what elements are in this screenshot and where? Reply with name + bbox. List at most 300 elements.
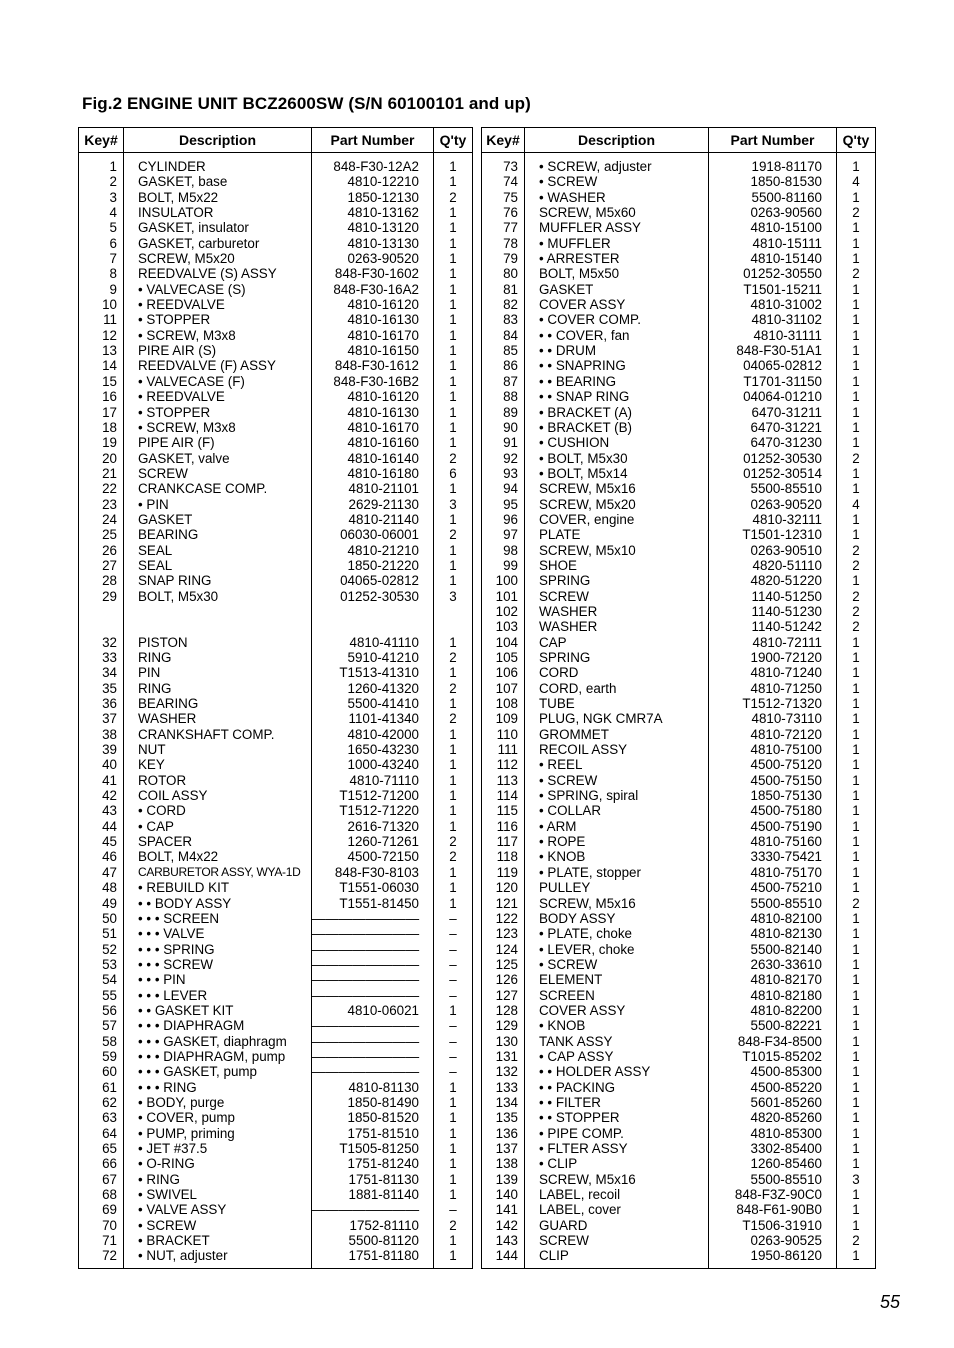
key-cell: 113 <box>482 773 525 788</box>
description-cell: • BRACKET (A) <box>525 405 709 420</box>
key-cell: 119 <box>482 865 525 880</box>
key-cell: 92 <box>482 451 525 466</box>
table-row <box>482 573 876 588</box>
part-number-cell: ———————— <box>312 1034 434 1049</box>
description-cell: • • GASKET KIT <box>124 1003 312 1018</box>
table-row <box>79 1248 473 1268</box>
table-row <box>482 650 876 665</box>
description-cell <box>124 619 312 634</box>
quantity-cell: 1 <box>434 880 473 895</box>
table-row <box>482 803 876 818</box>
key-cell: 72 <box>79 1248 124 1268</box>
quantity-cell: 1 <box>837 374 876 389</box>
quantity-cell: 1 <box>837 1248 876 1268</box>
description-cell: ROTOR <box>124 773 312 788</box>
description-cell: • • • GASKET, pump <box>124 1064 312 1079</box>
quantity-cell: 1 <box>434 1233 473 1248</box>
quantity-cell: 3 <box>434 497 473 512</box>
quantity-cell: 1 <box>837 988 876 1003</box>
description-cell: SPRING <box>525 573 709 588</box>
table-row <box>482 942 876 957</box>
table-row <box>79 543 473 558</box>
description-cell: WASHER <box>525 604 709 619</box>
part-number-cell: 4810-16160 <box>312 435 434 450</box>
description-cell: • SCREW <box>525 174 709 189</box>
description-cell: • REEDVALVE <box>124 389 312 404</box>
key-cell: 85 <box>482 343 525 358</box>
description-cell: • NUT, adjuster <box>124 1248 312 1268</box>
key-cell: 88 <box>482 389 525 404</box>
quantity-cell: 1 <box>837 926 876 941</box>
part-number-cell: 1918-81170 <box>709 153 837 175</box>
table-row <box>79 819 473 834</box>
part-number-cell: 4810-13162 <box>312 205 434 220</box>
key-cell: 19 <box>79 435 124 450</box>
table-row <box>79 297 473 312</box>
quantity-cell: 2 <box>434 681 473 696</box>
table-row <box>482 1095 876 1110</box>
part-number-cell: 848-F30-1602 <box>312 266 434 281</box>
key-cell: 89 <box>482 405 525 420</box>
part-number-cell: 0263-90520 <box>709 497 837 512</box>
quantity-cell: 1 <box>837 819 876 834</box>
table-row <box>482 727 876 742</box>
key-cell: 5 <box>79 220 124 235</box>
table-row <box>482 481 876 496</box>
part-number-cell: 6470-31211 <box>709 405 837 420</box>
key-cell: 56 <box>79 1003 124 1018</box>
quantity-cell: 2 <box>434 650 473 665</box>
part-number-cell: 4810-75160 <box>709 834 837 849</box>
description-cell: BODY ASSY <box>525 911 709 926</box>
part-number-cell: ———————— <box>312 1049 434 1064</box>
part-number-cell: 1140-51230 <box>709 604 837 619</box>
quantity-cell: 1 <box>837 696 876 711</box>
description-cell: • JET #37.5 <box>124 1141 312 1156</box>
key-cell: 74 <box>482 174 525 189</box>
table-row <box>79 834 473 849</box>
description-cell: • SCREW, adjuster <box>525 153 709 175</box>
part-number-cell: 01252-30530 <box>312 589 434 604</box>
description-cell: • • BODY ASSY <box>124 896 312 911</box>
part-number-cell: T1701-31150 <box>709 374 837 389</box>
quantity-cell: 2 <box>837 205 876 220</box>
part-number-cell: 1260-71261 <box>312 834 434 849</box>
key-cell: 129 <box>482 1018 525 1033</box>
table-row <box>482 865 876 880</box>
key-cell: 45 <box>79 834 124 849</box>
quantity-cell: 2 <box>837 589 876 604</box>
part-number-cell: 848-F61-90B0 <box>709 1202 837 1217</box>
part-number-cell: 5500-81120 <box>312 1233 434 1248</box>
description-cell: SCREEN <box>525 988 709 1003</box>
description-cell: PIPE AIR (F) <box>124 435 312 450</box>
description-cell: • COVER COMP. <box>525 312 709 327</box>
description-cell: CRANKSHAFT COMP. <box>124 727 312 742</box>
table-row <box>79 420 473 435</box>
table-row <box>482 174 876 189</box>
table-row <box>79 1110 473 1125</box>
description-cell: • • • LEVER <box>124 988 312 1003</box>
table-row <box>482 1141 876 1156</box>
description-cell: • BOLT, M5x14 <box>525 466 709 481</box>
part-number-cell: 3302-85400 <box>709 1141 837 1156</box>
part-number-cell: 1850-81530 <box>709 174 837 189</box>
description-cell: MUFFLER ASSY <box>525 220 709 235</box>
key-cell: 121 <box>482 896 525 911</box>
description-cell: • ARM <box>525 819 709 834</box>
part-number-cell: 5500-81160 <box>709 190 837 205</box>
description-cell: TUBE <box>525 696 709 711</box>
quantity-cell: 1 <box>837 190 876 205</box>
quantity-cell: 1 <box>837 849 876 864</box>
key-cell: 78 <box>482 236 525 251</box>
part-number-cell: 1000-43240 <box>312 757 434 772</box>
key-cell: 7 <box>79 251 124 266</box>
description-cell: • STOPPER <box>124 405 312 420</box>
table-row <box>79 190 473 205</box>
part-number-cell: 4500-75150 <box>709 773 837 788</box>
part-number-cell: 4810-21210 <box>312 543 434 558</box>
key-cell: 87 <box>482 374 525 389</box>
key-cell: 124 <box>482 942 525 957</box>
table-header-row <box>79 128 473 153</box>
part-number-cell: 4810-75170 <box>709 865 837 880</box>
description-cell: • SPRING, spiral <box>525 788 709 803</box>
description-cell: • • DRUM <box>525 343 709 358</box>
quantity-cell: 1 <box>434 312 473 327</box>
description-cell: GROMMET <box>525 727 709 742</box>
table-row <box>482 742 876 757</box>
table-row <box>482 972 876 987</box>
part-number-cell: 4810-13120 <box>312 220 434 235</box>
description-cell: • • • GASKET, diaphragm <box>124 1034 312 1049</box>
table-row <box>79 343 473 358</box>
part-number-cell: 01252-30514 <box>709 466 837 481</box>
key-cell: 52 <box>79 942 124 957</box>
quantity-cell: 2 <box>434 190 473 205</box>
key-cell: 102 <box>482 604 525 619</box>
quantity-cell: – <box>434 911 473 926</box>
key-cell: 13 <box>79 343 124 358</box>
key-cell: 134 <box>482 1095 525 1110</box>
key-cell: 68 <box>79 1187 124 1202</box>
key-cell: 20 <box>79 451 124 466</box>
part-number-cell: 4810-15111 <box>709 236 837 251</box>
description-cell: • • STOPPER <box>525 1110 709 1125</box>
part-number-cell: 1881-81140 <box>312 1187 434 1202</box>
key-cell: 128 <box>482 1003 525 1018</box>
key-cell: 39 <box>79 742 124 757</box>
key-cell: 71 <box>79 1233 124 1248</box>
table-row <box>482 512 876 527</box>
part-number-cell: 848-F30-12A2 <box>312 153 434 175</box>
table-row <box>79 573 473 588</box>
table-row <box>79 312 473 327</box>
part-number-cell: 1850-21220 <box>312 558 434 573</box>
part-number-cell: 4810-31002 <box>709 297 837 312</box>
key-cell: 43 <box>79 803 124 818</box>
table-row <box>482 1049 876 1064</box>
part-number-cell: ———————— <box>312 1018 434 1033</box>
quantity-cell: 2 <box>837 619 876 634</box>
table-row <box>79 742 473 757</box>
part-number-cell: 4810-16170 <box>312 328 434 343</box>
description-cell: CRANKCASE COMP. <box>124 481 312 496</box>
quantity-cell: 1 <box>837 880 876 895</box>
quantity-cell: – <box>434 1018 473 1033</box>
part-number-cell: 01252-30530 <box>709 451 837 466</box>
description-cell: COIL ASSY <box>124 788 312 803</box>
table-row <box>482 405 876 420</box>
table-row <box>482 665 876 680</box>
description-cell: • FLTER ASSY <box>525 1141 709 1156</box>
table-row <box>79 849 473 864</box>
quantity-cell: 1 <box>837 1110 876 1125</box>
quantity-cell: 2 <box>837 1233 876 1248</box>
table-row <box>79 650 473 665</box>
quantity-cell: 1 <box>837 1003 876 1018</box>
key-cell: 67 <box>79 1172 124 1187</box>
description-cell: BEARING <box>124 527 312 542</box>
quantity-cell: 1 <box>434 512 473 527</box>
part-number-cell: 4810-82100 <box>709 911 837 926</box>
table-row <box>79 497 473 512</box>
description-cell: • SCREW <box>124 1218 312 1233</box>
part-number-cell: 4500-75190 <box>709 819 837 834</box>
key-cell: 77 <box>482 220 525 235</box>
part-number-cell: T1506-31910 <box>709 1218 837 1233</box>
description-cell: • PUMP, priming <box>124 1126 312 1141</box>
description-cell: • VALVECASE (F) <box>124 374 312 389</box>
description-cell <box>124 604 312 619</box>
part-number-cell: 4810-72120 <box>709 727 837 742</box>
quantity-cell: 1 <box>837 788 876 803</box>
description-cell: CYLINDER <box>124 153 312 175</box>
description-cell: • KNOB <box>525 1018 709 1033</box>
table-row <box>79 358 473 373</box>
key-cell: 11 <box>79 312 124 327</box>
description-cell: GASKET, valve <box>124 451 312 466</box>
description-column-header: Description <box>525 128 709 153</box>
key-cell: 48 <box>79 880 124 895</box>
description-cell: • VALVECASE (S) <box>124 282 312 297</box>
table-row <box>79 481 473 496</box>
description-cell: • REEDVALVE <box>124 297 312 312</box>
quantity-cell: 1 <box>434 420 473 435</box>
key-cell: 4 <box>79 205 124 220</box>
part-number-cell: 4820-85260 <box>709 1110 837 1125</box>
part-number-cell: 848-F30-16B2 <box>312 374 434 389</box>
quantity-cell: 1 <box>434 865 473 880</box>
description-cell: • COLLAR <box>525 803 709 818</box>
quantity-cell: 1 <box>837 957 876 972</box>
quantity-cell: 1 <box>434 205 473 220</box>
table-row <box>482 389 876 404</box>
description-cell: PLATE <box>525 527 709 542</box>
quantity-cell: 1 <box>434 153 473 175</box>
description-cell: GASKET <box>124 512 312 527</box>
part-number-cell: 848-F3Z-90C0 <box>709 1187 837 1202</box>
table-row <box>482 911 876 926</box>
table-row <box>79 236 473 251</box>
key-cell: 22 <box>79 481 124 496</box>
description-cell: • LEVER, choke <box>525 942 709 957</box>
quantity-cell: 1 <box>434 374 473 389</box>
table-row <box>79 1218 473 1233</box>
key-column-header: Key# <box>482 128 525 153</box>
quantity-cell: – <box>434 1064 473 1079</box>
table-row <box>482 312 876 327</box>
table-row <box>482 896 876 911</box>
key-cell: 51 <box>79 926 124 941</box>
key-cell: 10 <box>79 297 124 312</box>
key-cell: 14 <box>79 358 124 373</box>
key-cell: 15 <box>79 374 124 389</box>
description-cell: • BRACKET <box>124 1233 312 1248</box>
part-number-cell: ———————— <box>312 911 434 926</box>
quantity-cell: 1 <box>434 1248 473 1268</box>
key-cell: 117 <box>482 834 525 849</box>
part-number-cell: T1513-41310 <box>312 665 434 680</box>
description-cell: • SWIVEL <box>124 1187 312 1202</box>
quantity-cell: 1 <box>837 1202 876 1217</box>
part-number-cell: ———————— <box>312 1064 434 1079</box>
key-cell: 3 <box>79 190 124 205</box>
key-cell: 104 <box>482 635 525 650</box>
key-cell: 105 <box>482 650 525 665</box>
table-row <box>482 788 876 803</box>
part-number-cell: 0263-90510 <box>709 543 837 558</box>
description-cell: • PLATE, stopper <box>525 865 709 880</box>
part-number-cell: 5500-82140 <box>709 942 837 957</box>
part-number-cell: 2616-71320 <box>312 819 434 834</box>
quantity-cell: 4 <box>837 174 876 189</box>
table-row <box>482 1110 876 1125</box>
part-number-cell: 848-F30-16A2 <box>312 282 434 297</box>
description-cell: • REBUILD KIT <box>124 880 312 895</box>
description-cell: LABEL, cover <box>525 1202 709 1217</box>
part-number-cell: 1850-12130 <box>312 190 434 205</box>
key-cell: 112 <box>482 757 525 772</box>
table-row <box>482 604 876 619</box>
table-row <box>79 512 473 527</box>
table-row <box>79 911 473 926</box>
quantity-cell: 1 <box>434 727 473 742</box>
table-row <box>482 1080 876 1095</box>
key-cell: 24 <box>79 512 124 527</box>
key-cell: 57 <box>79 1018 124 1033</box>
table-row <box>482 1156 876 1171</box>
part-number-cell: 6470-31230 <box>709 435 837 450</box>
key-column-header: Key# <box>79 128 124 153</box>
part-number-cell: 4810-15140 <box>709 251 837 266</box>
quantity-cell: 1 <box>837 282 876 297</box>
quantity-cell: 1 <box>434 788 473 803</box>
description-cell: • SCREW, M3x8 <box>124 420 312 435</box>
table-row <box>79 681 473 696</box>
quantity-cell: 2 <box>837 604 876 619</box>
part-number-cell: 5601-85260 <box>709 1095 837 1110</box>
table-row <box>79 635 473 650</box>
part-number-cell: T1501-12310 <box>709 527 837 542</box>
quantity-cell: 1 <box>837 942 876 957</box>
key-cell: 86 <box>482 358 525 373</box>
part-number-cell: 4810-81130 <box>312 1080 434 1095</box>
part-number-cell: ———————— <box>312 988 434 1003</box>
description-cell: • STOPPER <box>124 312 312 327</box>
quantity-cell: 1 <box>434 635 473 650</box>
quantity-cell: 2 <box>837 266 876 281</box>
quantity-cell: 2 <box>434 834 473 849</box>
description-cell: CAP <box>525 635 709 650</box>
description-cell: ELEMENT <box>525 972 709 987</box>
quantity-cell: 1 <box>434 773 473 788</box>
part-number-cell: 4810-71240 <box>709 665 837 680</box>
key-cell: 76 <box>482 205 525 220</box>
description-cell: • • PACKING <box>525 1080 709 1095</box>
table-row <box>482 328 876 343</box>
key-cell: 46 <box>79 849 124 864</box>
quantity-cell: 6 <box>434 466 473 481</box>
part-number-cell: ———————— <box>312 957 434 972</box>
description-cell: • • • VALVE <box>124 926 312 941</box>
quantity-cell: 2 <box>837 896 876 911</box>
part-number-cell: 01252-30550 <box>709 266 837 281</box>
description-cell: COVER, engine <box>525 512 709 527</box>
table-row <box>482 420 876 435</box>
table-row <box>482 988 876 1003</box>
page-number: 55 <box>880 1292 901 1312</box>
quantity-cell: 1 <box>837 527 876 542</box>
table-row <box>79 1064 473 1079</box>
quantity-cell: 1 <box>434 328 473 343</box>
part-number-cell: 1752-81110 <box>312 1218 434 1233</box>
quantity-cell: 1 <box>434 665 473 680</box>
quantity-cell: 1 <box>434 174 473 189</box>
description-cell: • PIPE COMP. <box>525 1126 709 1141</box>
table-row <box>482 619 876 634</box>
parts-table-left <box>78 127 473 1269</box>
part-number-cell: 1850-75130 <box>709 788 837 803</box>
table-row <box>79 174 473 189</box>
part-number-cell: 4810-42000 <box>312 727 434 742</box>
key-cell: 91 <box>482 435 525 450</box>
part-number-cell: 6470-31221 <box>709 420 837 435</box>
table-row <box>482 957 876 972</box>
quantity-cell: 1 <box>837 466 876 481</box>
part-number-cell: 4810-16130 <box>312 405 434 420</box>
parts-table-right <box>481 127 876 1269</box>
key-cell: 81 <box>482 282 525 297</box>
part-number-cell: 4810-21101 <box>312 481 434 496</box>
key-cell: 8 <box>79 266 124 281</box>
quantity-cell: 1 <box>434 1126 473 1141</box>
quantity-cell: 1 <box>434 343 473 358</box>
table-row <box>482 358 876 373</box>
key-cell: 123 <box>482 926 525 941</box>
description-cell: • CLIP <box>525 1156 709 1171</box>
table-row <box>482 282 876 297</box>
key-cell: 110 <box>482 727 525 742</box>
description-cell: COVER ASSY <box>525 297 709 312</box>
key-cell: 97 <box>482 527 525 542</box>
key-cell: 136 <box>482 1126 525 1141</box>
key-cell: 125 <box>482 957 525 972</box>
quantity-cell: 1 <box>434 389 473 404</box>
quantity-cell <box>434 619 473 634</box>
quantity-cell: 2 <box>837 543 876 558</box>
